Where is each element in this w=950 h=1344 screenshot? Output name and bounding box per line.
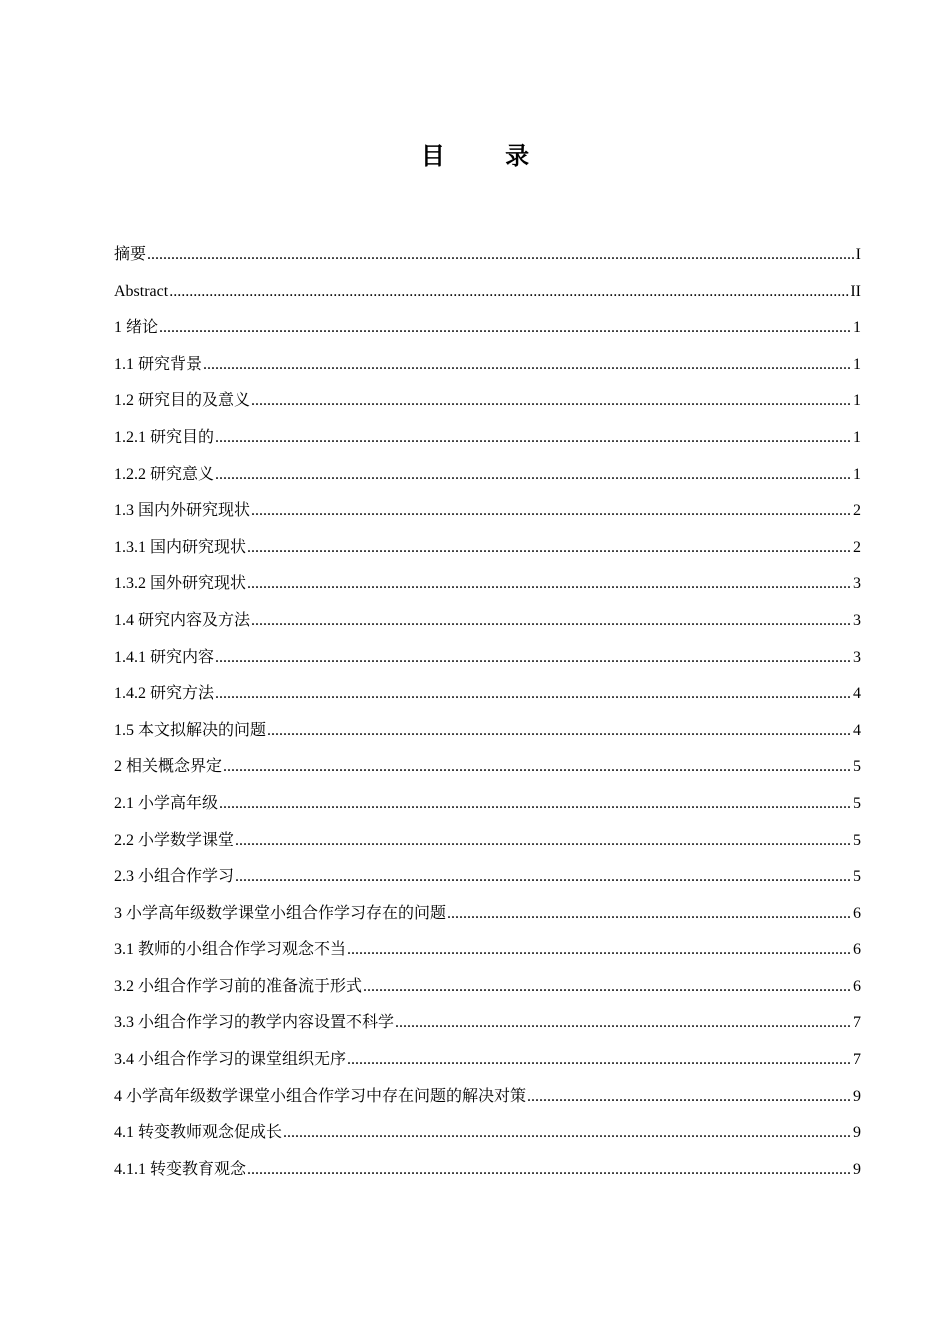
toc-entry-label: 1.2.1 研究目的 <box>114 428 215 446</box>
toc-entry-page: 6 <box>853 977 861 995</box>
toc-entry <box>114 676 861 713</box>
toc-entry <box>114 1115 861 1152</box>
toc-entry <box>114 786 861 823</box>
toc-entry-page: 9 <box>853 1124 861 1142</box>
toc-entry <box>114 896 861 933</box>
toc-entry-label: 2.1 小学高年级 <box>114 794 219 812</box>
toc-entry-page: 1 <box>853 355 861 373</box>
toc-entry-page: 9 <box>853 1160 861 1178</box>
toc-entry-label: 1 绪论 <box>114 319 159 337</box>
toc-entry <box>114 420 861 457</box>
toc-dot-leader <box>223 749 852 786</box>
toc-entry-page: 1 <box>853 465 861 483</box>
toc-entry <box>114 530 861 567</box>
toc-entry <box>114 347 861 384</box>
toc-entry <box>114 457 861 494</box>
toc-dot-leader <box>283 1115 852 1152</box>
toc-entry <box>114 713 861 750</box>
toc-entry-label: 1.2.2 研究意义 <box>114 465 215 483</box>
toc-entry-page: 9 <box>853 1087 861 1105</box>
toc-dot-leader <box>347 932 852 969</box>
toc-dot-leader <box>527 1079 852 1116</box>
toc-entry-page: 6 <box>853 941 861 959</box>
toc-dot-leader <box>203 347 852 384</box>
toc-dot-leader <box>215 420 852 457</box>
toc-entry-label: 4.1.1 转变教育观念 <box>114 1160 247 1178</box>
toc-entry-label: 4 小学高年级数学课堂小组合作学习中存在问题的解决对策 <box>114 1087 527 1105</box>
toc-entry <box>114 1005 861 1042</box>
toc-dot-leader <box>235 859 852 896</box>
toc-entry-label: 1.3 国内外研究现状 <box>114 502 251 520</box>
toc-entry-page: I <box>855 246 861 263</box>
toc-entry-label: 1.4.1 研究内容 <box>114 648 215 666</box>
toc-entry-page: 1 <box>853 428 861 446</box>
toc-dot-leader <box>147 237 855 274</box>
toc-entry-label: 1.4 研究内容及方法 <box>114 611 251 629</box>
toc-entry <box>114 749 861 786</box>
toc-entry <box>114 969 861 1006</box>
toc-dot-leader <box>347 1042 852 1079</box>
toc-dot-leader <box>247 1152 852 1189</box>
toc-entry <box>114 640 861 677</box>
toc-entry-page: 4 <box>853 685 861 703</box>
toc-entry-page: 3 <box>853 648 861 666</box>
toc-entry-page: 1 <box>853 319 861 337</box>
table-of-contents <box>114 237 861 1188</box>
toc-entry-label: 1.5 本文拟解决的问题 <box>114 721 267 739</box>
toc-entry-page: 5 <box>853 831 861 849</box>
toc-dot-leader <box>159 310 852 347</box>
toc-dot-leader <box>247 530 852 567</box>
toc-entry <box>114 932 861 969</box>
toc-entry <box>114 859 861 896</box>
toc-entry-label: 2 相关概念界定 <box>114 758 223 776</box>
toc-entry-label: 1.3.1 国内研究现状 <box>114 538 247 556</box>
toc-dot-leader <box>169 274 849 311</box>
toc-entry-label: Abstract <box>114 282 169 300</box>
toc-entry <box>114 383 861 420</box>
toc-dot-leader <box>215 640 852 677</box>
toc-entry <box>114 603 861 640</box>
toc-entry-label: 1.4.2 研究方法 <box>114 685 215 703</box>
toc-entry-label: 3.2 小组合作学习前的准备流于形式 <box>114 977 363 995</box>
toc-dot-leader <box>215 457 852 494</box>
toc-entry <box>114 1152 861 1189</box>
toc-entry-label: 1.3.2 国外研究现状 <box>114 575 247 593</box>
toc-dot-leader <box>251 603 852 640</box>
toc-dot-leader <box>447 896 852 933</box>
toc-entry <box>114 237 861 274</box>
toc-entry-label: 2.3 小组合作学习 <box>114 868 235 886</box>
toc-entry-page: 4 <box>853 721 861 739</box>
toc-dot-leader <box>267 713 852 750</box>
toc-dot-leader <box>251 493 852 530</box>
toc-dot-leader <box>251 383 852 420</box>
toc-entry <box>114 1079 861 1116</box>
toc-entry-page: 3 <box>853 575 861 593</box>
toc-entry-page: II <box>850 282 861 300</box>
toc-dot-leader <box>363 969 852 1006</box>
toc-entry <box>114 274 861 311</box>
toc-entry-label: 1.2 研究目的及意义 <box>114 392 251 410</box>
toc-entry <box>114 566 861 603</box>
toc-entry-label: 3.1 教师的小组合作学习观念不当 <box>114 941 347 959</box>
toc-entry-page: 2 <box>853 538 861 556</box>
toc-entry <box>114 310 861 347</box>
toc-entry-page: 2 <box>853 502 861 520</box>
toc-entry-page: 6 <box>853 904 861 922</box>
toc-entry-page: 5 <box>853 794 861 812</box>
toc-entry-label: 4.1 转变教师观念促成长 <box>114 1124 283 1142</box>
toc-entry-label: 摘要 <box>114 246 147 263</box>
toc-entry-label: 2.2 小学数学课堂 <box>114 831 235 849</box>
toc-entry <box>114 1042 861 1079</box>
toc-dot-leader <box>215 676 852 713</box>
toc-entry <box>114 823 861 860</box>
toc-entry-label: 1.1 研究背景 <box>114 355 203 373</box>
toc-entry-label: 3.3 小组合作学习的教学内容设置不科学 <box>114 1014 395 1032</box>
toc-entry-page: 7 <box>853 1051 861 1069</box>
toc-entry-page: 7 <box>853 1014 861 1032</box>
toc-entry-page: 5 <box>853 758 861 776</box>
toc-entry-label: 3.4 小组合作学习的课堂组织无序 <box>114 1051 347 1069</box>
toc-entry-page: 1 <box>853 392 861 410</box>
toc-dot-leader <box>219 786 852 823</box>
toc-entry-page: 3 <box>853 611 861 629</box>
toc-entry <box>114 493 861 530</box>
toc-dot-leader <box>395 1005 852 1042</box>
page-title: 目 录 <box>420 142 556 171</box>
toc-entry-page: 5 <box>853 868 861 886</box>
toc-dot-leader <box>247 566 852 603</box>
toc-dot-leader <box>235 823 852 860</box>
toc-entry-label: 3 小学高年级数学课堂小组合作学习存在的问题 <box>114 904 447 922</box>
